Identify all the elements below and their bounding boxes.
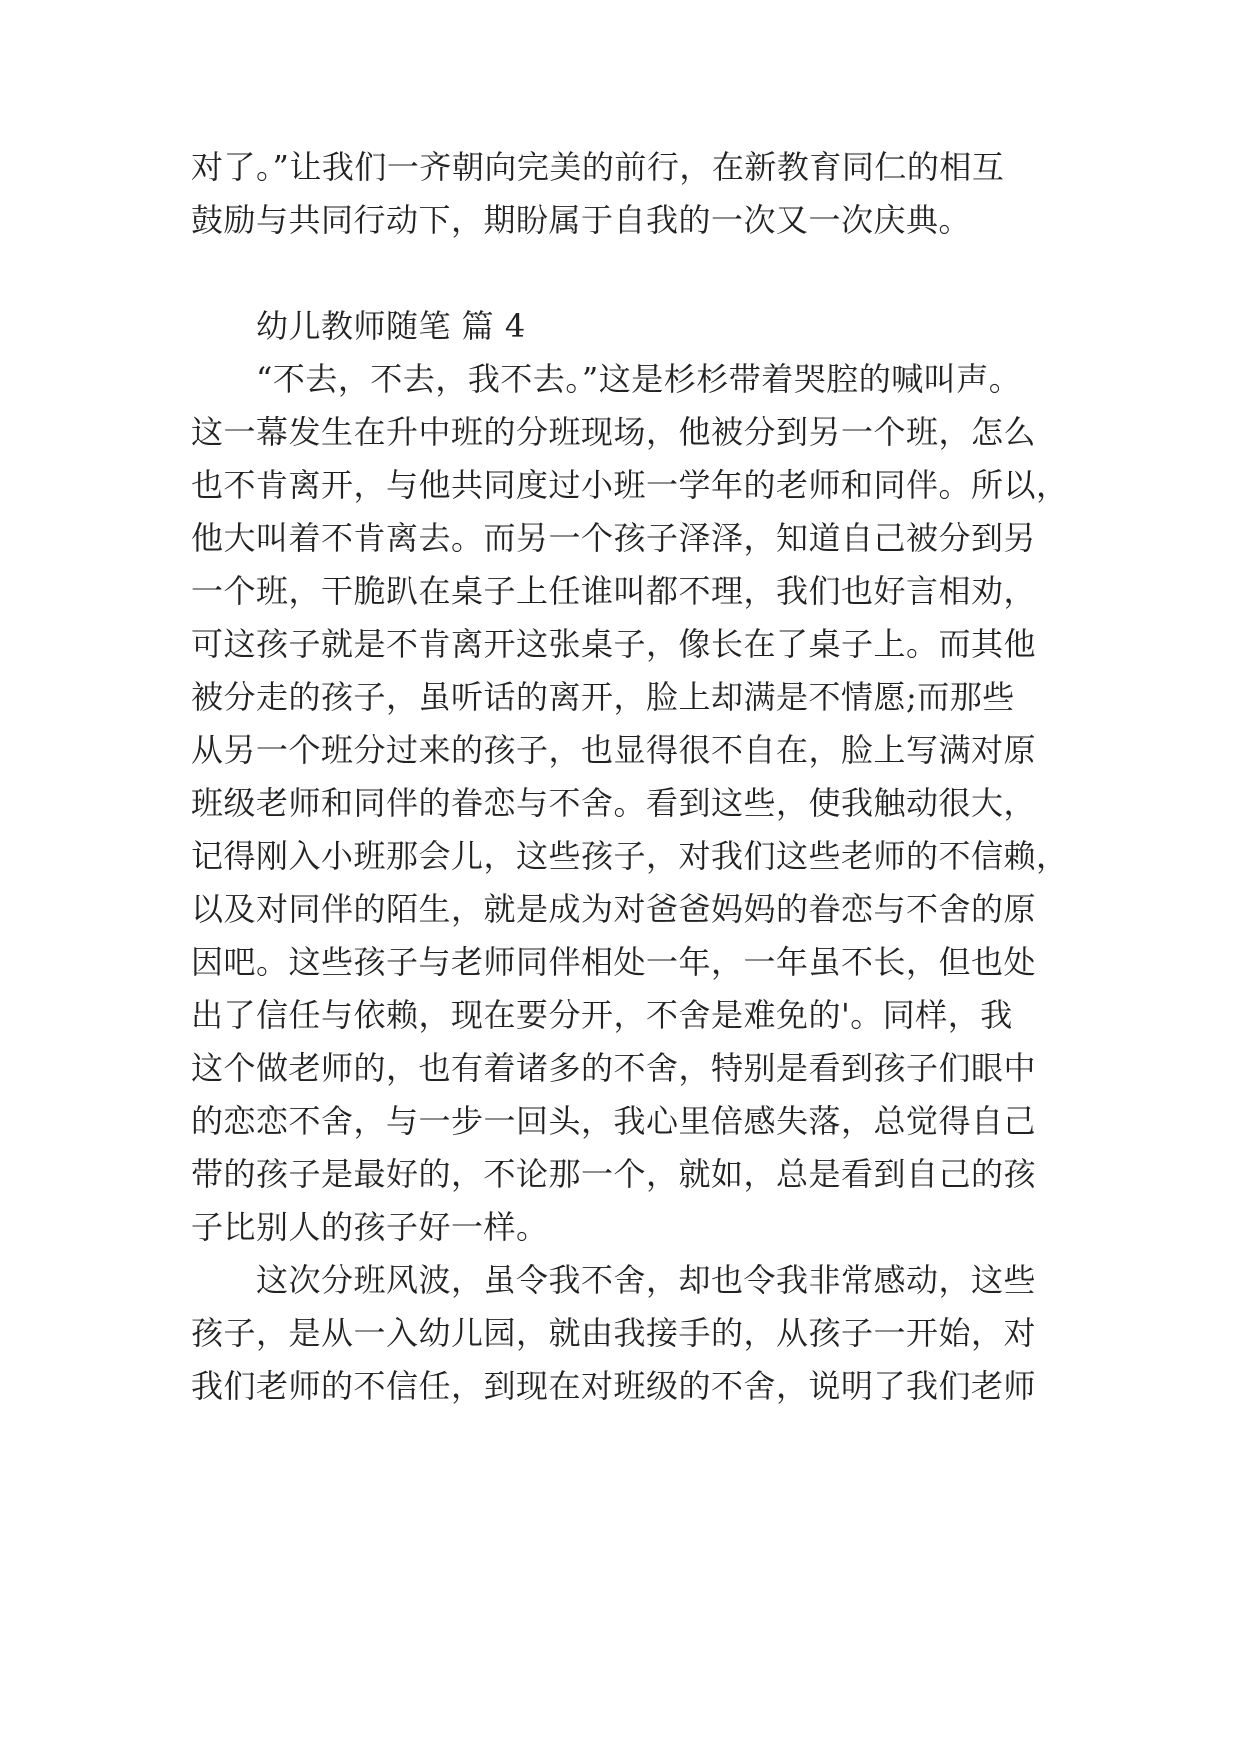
paragraph-line: 子比别人的孩子好一样。 bbox=[191, 1208, 549, 1246]
paragraph-line: 的恋恋不舍，与一步一回头，我心里倍感失落，总觉得自己 bbox=[191, 1102, 1037, 1140]
paragraph-line: 记得刚入小班那会儿，这些孩子，对我们这些老师的不信赖， bbox=[191, 837, 1069, 875]
paragraph-line: 这一幕发生在升中班的分班现场，他被分到另一个班，怎么 bbox=[191, 413, 1037, 451]
paragraph-line: 带的孩子是最好的，不论那一个，就如，总是看到自己的孩 bbox=[191, 1155, 1037, 1193]
paragraph-line: 班级老师和同伴的眷恋与不舍。看到这些，使我触动很大， bbox=[191, 784, 1037, 822]
paragraph-line: 可这孩子就是不肯离开这张桌子，像长在了桌子上。而其他 bbox=[191, 625, 1037, 663]
paragraph-line: 也不肯离开，与他共同度过小班一学年的老师和同伴。所以， bbox=[191, 466, 1069, 504]
paragraph-line: 这个做老师的，也有着诸多的不舍，特别是看到孩子们眼中 bbox=[191, 1049, 1037, 1087]
section-title: 幼儿教师随笔 篇 4 bbox=[256, 307, 526, 345]
intro-line: 鼓励与共同行动下，期盼属于自我的一次又一次庆典。 bbox=[191, 201, 972, 239]
paragraph-line: 以及对同伴的陌生，就是成为对爸爸妈妈的眷恋与不舍的原 bbox=[191, 890, 1037, 928]
paragraph-line: 从另一个班分过来的孩子，也显得很不自在，脸上写满对原 bbox=[191, 731, 1037, 769]
paragraph-line: 他大叫着不肯离去。而另一个孩子泽泽，知道自己被分到另 bbox=[191, 519, 1037, 557]
paragraph-line: 出了信任与依赖，现在要分开，不舍是难免的'。同样，我 bbox=[191, 996, 1013, 1034]
paragraph-line: “不去，不去，我不去。”这是杉杉带着哭腔的喊叫声。 bbox=[256, 360, 1022, 398]
paragraph-line: 被分走的孩子，虽听话的离开，脸上却满是不情愿;而那些 bbox=[191, 678, 1015, 716]
intro-line: 对了。”让我们一齐朝向完美的前行，在新教育同仁的相互 bbox=[191, 148, 1005, 186]
paragraph-line: 因吧。这些孩子与老师同伴相处一年，一年虽不长，但也处 bbox=[191, 943, 1037, 981]
paragraph-line: 一个班，干脆趴在桌子上任谁叫都不理，我们也好言相劝， bbox=[191, 572, 1037, 610]
paragraph-line: 这次分班风波，虽令我不舍，却也令我非常感动，这些 bbox=[256, 1261, 1037, 1299]
paragraph-line: 孩子，是从一入幼儿园，就由我接手的，从孩子一开始，对 bbox=[191, 1314, 1037, 1352]
paragraph-line: 我们老师的不信任，到现在对班级的不舍，说明了我们老师 bbox=[191, 1367, 1037, 1405]
